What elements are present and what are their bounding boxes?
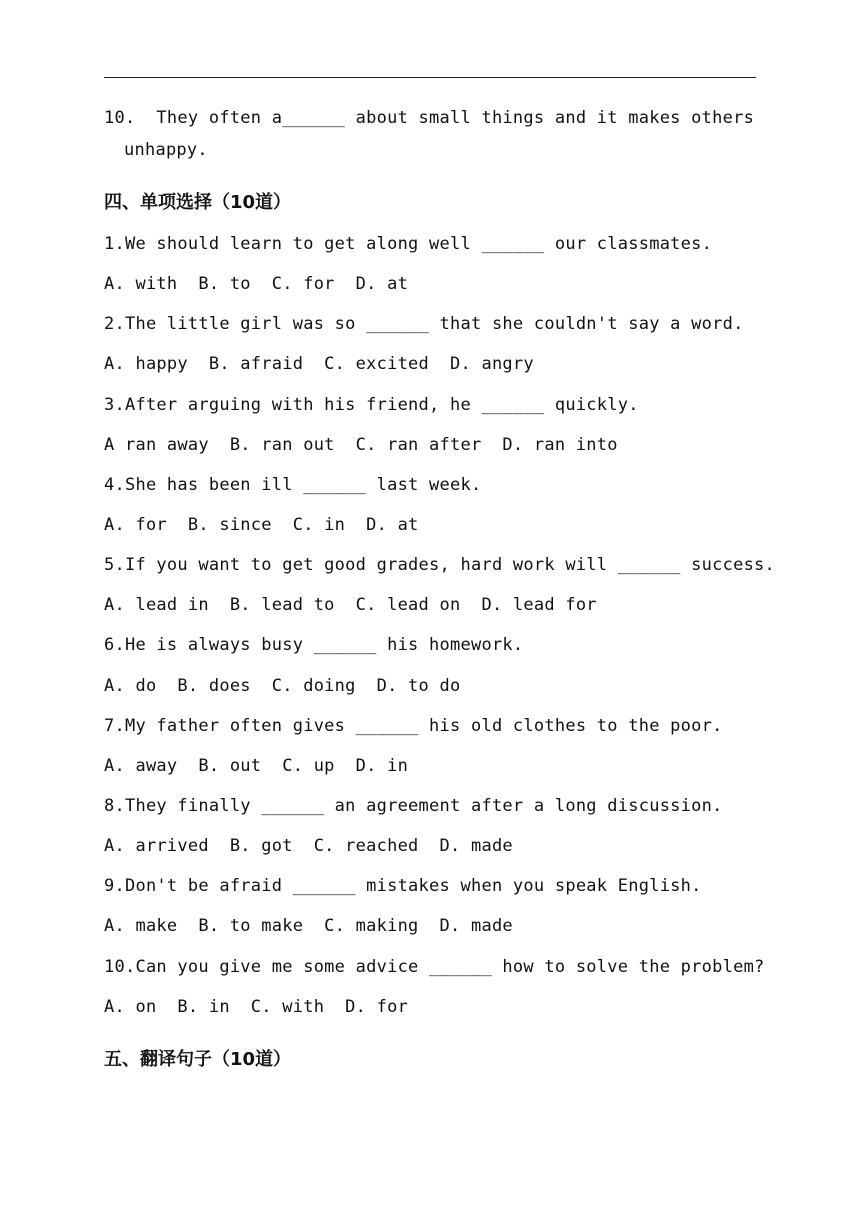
question-stem: 7.My father often gives ______ his old clothes to the poor. xyxy=(104,716,723,736)
question-options: A. on B. in C. with D. for xyxy=(104,997,409,1017)
question-stem: 6.He is always busy ______ his homework. xyxy=(104,635,524,655)
question-options: A. happy B. afraid C. excited D. angry xyxy=(104,354,534,374)
section-four-heading: 四、单项选择（10道） xyxy=(104,192,292,213)
section-five-heading: 五、翻译句子（10道） xyxy=(104,1049,292,1070)
question-options: A. do B. does C. doing D. to do xyxy=(104,676,461,696)
previous-item-10-line1: 10. They often a______ about small things and it makes others xyxy=(104,108,755,128)
question-stem: 3.After arguing with his friend, he ______ quickly. xyxy=(104,395,639,415)
question-options: A. for B. since C. in D. at xyxy=(104,515,419,535)
question-options: A. away B. out C. up D. in xyxy=(104,756,409,776)
question-options: A. make B. to make C. making D. made xyxy=(104,916,513,936)
question-stem: 9.Don't be afraid ______ mistakes when you speak English. xyxy=(104,876,702,896)
question-options: A. with B. to C. for D. at xyxy=(104,274,409,294)
header-rule xyxy=(104,77,756,78)
question-stem: 8.They finally ______ an agreement after a long discussion. xyxy=(104,796,723,816)
question-stem: 5.If you want to get good grades, hard work will ______ success. xyxy=(104,555,776,575)
question-stem: 1.We should learn to get along well ______ our classmates. xyxy=(104,234,713,254)
question-options: A ran away B. ran out C. ran after D. ran into xyxy=(104,435,618,455)
question-stem: 2.The little girl was so ______ that she couldn't say a word. xyxy=(104,314,744,334)
question-options: A. arrived B. got C. reached D. made xyxy=(104,836,513,856)
question-stem: 10.Can you give me some advice ______ how to solve the problem? xyxy=(104,957,765,977)
question-options: A. lead in B. lead to C. lead on D. lead for xyxy=(104,595,597,615)
question-stem: 4.She has been ill ______ last week. xyxy=(104,475,482,495)
previous-item-10-line2: unhappy. xyxy=(124,140,208,160)
